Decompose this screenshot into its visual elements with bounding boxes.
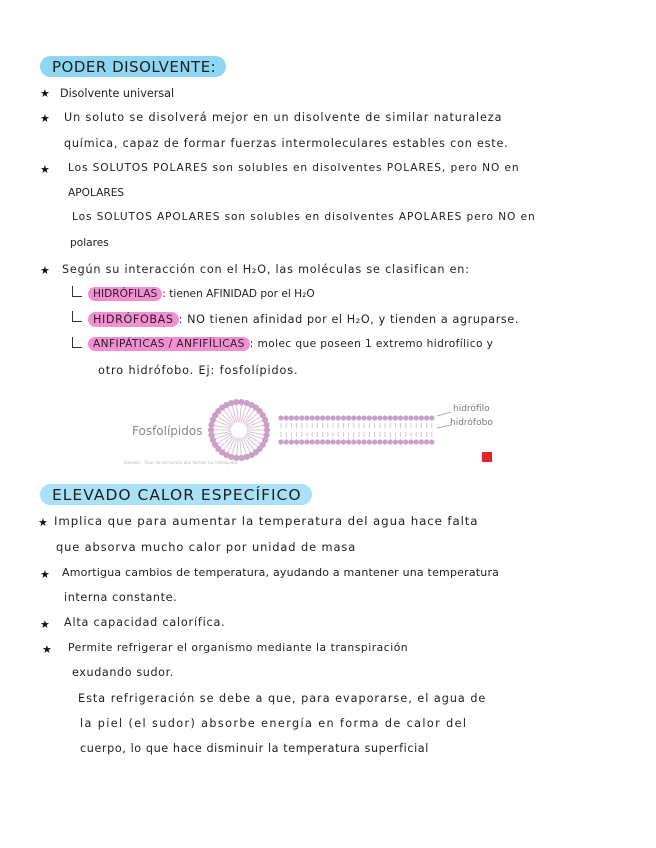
bullet-star-icon: ★ [38,516,48,529]
text-line: la piel (el sudor) absorbe energía en forma de calor del [80,717,468,730]
classification-hidrofobas [88,313,519,326]
classification-hidrofilas [88,288,315,300]
text-line: cuerpo, lo que hace disminuir la temperatura superficial [80,742,429,755]
tag-anfipaticas: ANFIPÁTICAS / ANFIFÍLICAS [88,337,250,351]
label-hidrofilo: hidrófilo [453,404,490,414]
classification-anfipaticas [88,338,493,350]
text-line: química, capaz de formar fuerzas intermoleculares estables con este. [64,137,509,150]
text-line: Según su interacción con el H₂O, las moléculas se clasifican en: [62,263,470,276]
section-title-calor-especifico: ELEVADO CALOR ESPECÍFICO [40,484,312,505]
text-line: exudando sudor. [72,666,174,679]
tag-hidrofobas: HIDRÓFOBAS [88,312,179,327]
definition-text: : NO tienen afinidad por el H₂O, y tienden a agruparse. [178,313,519,326]
bullet-star-icon: ★ [40,264,50,277]
figure-caption: Elevado · Tipos de estructura que forman los fosfolípidos [124,460,238,465]
bullet-star-icon: ★ [40,618,50,631]
bullet-star-icon: ★ [42,643,52,656]
micelle-icon [208,399,270,461]
text-line: Alta capacidad calorífica. [64,616,226,629]
text-line: otro hidrófobo. Ej: fosfolípidos. [98,364,299,377]
branch-icon [72,337,82,348]
text-line: Un soluto se disolverá mejor en un disolvente de similar naturaleza [64,111,503,124]
text-line: Esta refrigeración se debe a que, para evaporarse, el agua de [78,692,487,705]
branch-icon [72,311,82,322]
bullet-star-icon: ★ [40,568,50,581]
red-square-mark [482,452,492,462]
branch-icon [72,286,82,297]
text-line: Los SOLUTOS POLARES son solubles en disolventes POLARES, pero NO en [68,162,520,174]
text-line: interna constante. [64,591,178,604]
text-line: Implica que para aumentar la temperatura del agua hace falta [54,514,479,528]
arrow-line-icon [437,412,451,416]
bullet-star-icon: ★ [40,87,50,100]
definition-text: : tienen AFINIDAD por el H₂O [162,288,315,300]
bullet-star-icon: ★ [40,163,50,176]
label-hidrofobo: hidrófobo [450,418,493,428]
text-line: polares [70,237,109,249]
figure-label: Fosfolípidos [132,424,203,438]
text-line: Disolvente universal [60,87,175,100]
tag-hidrofilas: HIDRÓFILAS [88,287,162,301]
arrow-line-icon [437,425,451,428]
bilayer-icon [278,415,434,444]
definition-text: : molec que poseen 1 extremo hidrofílico y [249,338,494,350]
text-line: Amortigua cambios de temperatura, ayudando a mantener una temperatura [62,566,500,579]
section-title-poder-disolvente: PODER DISOLVENTE: [40,56,226,77]
text-line: APOLARES [68,187,125,199]
text-line: que absorva mucho calor por unidad de masa [56,540,357,554]
text-line: Permite refrigerar el organismo mediante la transpiración [68,641,409,654]
bullet-star-icon: ★ [40,112,50,125]
text-line: Los SOLUTOS APOLARES son solubles en disolventes APOLARES pero NO en [72,211,536,223]
